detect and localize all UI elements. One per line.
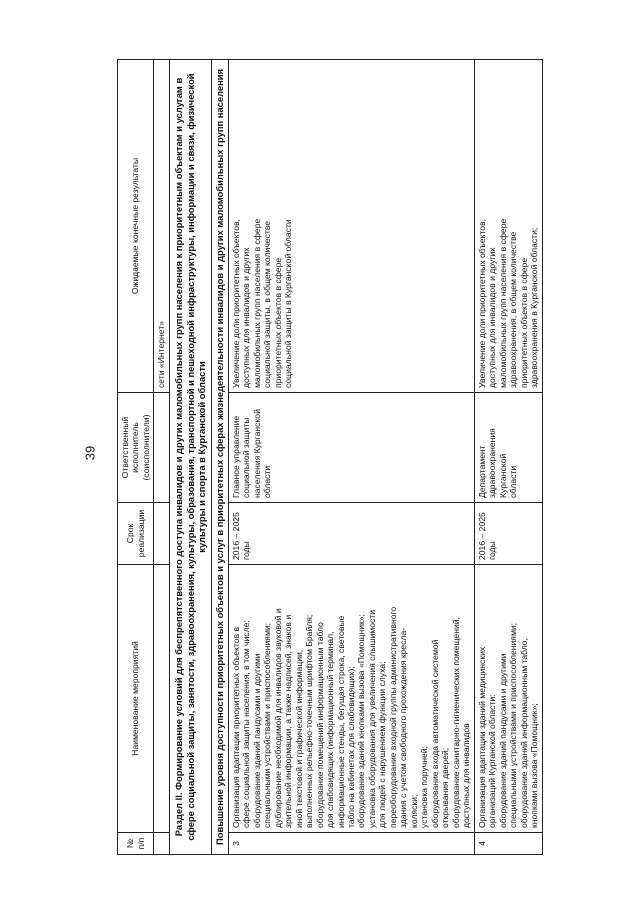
result_lines-line: социальной защиты в Курганской области bbox=[283, 219, 294, 388]
executor_lines-line: Главное управление bbox=[230, 415, 241, 498]
name_lines-line: сфере социальной защиты населения, в том числе: bbox=[241, 620, 252, 828]
name_lines-line: специальными устройствами и приспособлениями; bbox=[508, 622, 519, 828]
row-term: 2016 – 2025 годы bbox=[228, 503, 474, 565]
name_lines-line: оборудование помещений информационным табло bbox=[314, 622, 325, 828]
header-executor: Ответственный исполнитель (соисполнители) bbox=[118, 393, 154, 503]
name_lines-line: оборудование зданий пандусами и другими bbox=[497, 653, 508, 828]
name_lines-line: организаций Курганской области: bbox=[487, 694, 498, 828]
row-name bbox=[474, 565, 542, 833]
header-name: Наименование мероприятий bbox=[118, 565, 154, 833]
row-num: 4 bbox=[474, 833, 542, 855]
table-header-row bbox=[118, 60, 154, 855]
section-title: Раздел II. Формирование условий для беспрепятственного доступа инвалидов и других маломобильных групп населения к приоритетным объектам и услугам в сфере социальной защиты, занятости, здравоохранения, культуры, образования, транспортной и пешеходной инфраструктуры, информации и связи, физической культуры и спорта в Курганской области bbox=[169, 60, 211, 855]
result_lines-line: приоритетных объектов в сфере bbox=[518, 257, 529, 388]
header-num: № п/п bbox=[118, 833, 154, 855]
result_lines-line: здравоохранения в Курганской области; bbox=[529, 227, 540, 388]
name_lines-line: табло на кабинетах для слабовидящих); bbox=[345, 666, 356, 828]
measures-table bbox=[117, 59, 543, 855]
page-number: 39 bbox=[82, 445, 98, 461]
name_lines-line: информационные стенды, бегущая строка, световые bbox=[335, 615, 346, 828]
name_lines-line: выполненных рельефно-точечным шрифтом Брайля; bbox=[304, 614, 315, 828]
row-executor bbox=[228, 393, 474, 503]
result_lines-line: маломобильных групп населения в сфере bbox=[497, 218, 508, 388]
name_lines-line: установка оборудования для увеличения слышимости bbox=[366, 609, 377, 828]
subsection-title: Повышение уровня доступности приоритетных объектов и услуг в приоритетных сферах жизнедеятельности инвалидов и других маломобильных групп населения bbox=[212, 60, 228, 855]
name_lines-line: оборудование зданий кнопками вызова «Помощник»; bbox=[356, 614, 367, 828]
row-name bbox=[228, 565, 474, 833]
name_lines-line: иной текстовой и графической информации, bbox=[293, 649, 304, 828]
name_lines-line: оборудование входа автоматической системой bbox=[429, 639, 440, 828]
result_lines-line: приоритетных объектов в сфере bbox=[272, 257, 283, 388]
name_lines-line: Организация адаптации зданий медицинских bbox=[476, 646, 487, 828]
subsection-row bbox=[212, 60, 228, 855]
table-body bbox=[228, 60, 542, 855]
name_lines-line: здания с учетом свободного прохождения кресла- bbox=[398, 627, 409, 828]
table-row bbox=[474, 60, 542, 855]
name_lines-line: для слабовидящих (информационный терминал, bbox=[325, 631, 336, 828]
result_lines-line: социальной защиты, в общем количестве bbox=[262, 220, 273, 388]
name_lines-line: установка поручней; bbox=[419, 746, 430, 828]
table-row bbox=[228, 60, 474, 855]
name_lines-line: для людей с нарушением функции слуха; bbox=[377, 661, 388, 828]
executor_lines-line: здравоохранения Курганской bbox=[487, 428, 508, 498]
prev-row-result: сети «Интернет» bbox=[154, 60, 169, 393]
result_lines-line: Увеличение доли приоритетных объектов, bbox=[476, 219, 487, 388]
name_lines-line: Организация адаптации приоритетных объектов в bbox=[230, 626, 241, 828]
row-result bbox=[228, 60, 474, 393]
section-row bbox=[169, 60, 211, 855]
result_lines-line: Увеличение доли приоритетных объектов, bbox=[230, 219, 241, 388]
row-num: 3 bbox=[228, 833, 474, 855]
rotated-page bbox=[117, 60, 587, 855]
row-term: 2016 – 2025 годы bbox=[474, 503, 542, 565]
result_lines-line: маломобильных групп населения в сфере bbox=[251, 218, 262, 388]
name_lines-line: специальными устройствами и приспособлениями; bbox=[262, 622, 273, 828]
executor_lines-line: социальной защиты bbox=[241, 417, 252, 498]
name_lines-line: оборудование зданий пандусами и другими bbox=[251, 653, 262, 828]
row-executor bbox=[474, 393, 542, 503]
name_lines-line: открывания дверей; bbox=[440, 747, 451, 828]
name_lines-line: дублирование необходимой для инвалидов звуковой и bbox=[272, 608, 283, 828]
prev-row-tail bbox=[154, 60, 169, 855]
result_lines-line: здравоохранения, в общем количестве bbox=[508, 231, 519, 388]
name_lines-line: переоборудование входной группы административного bbox=[387, 606, 398, 828]
name_lines-line: коляски; bbox=[408, 794, 419, 828]
name_lines-line: оборудование зданий информационным табло, bbox=[518, 638, 529, 828]
row-result bbox=[474, 60, 542, 393]
name_lines-line: зрительной информации, а также надписей, знаков и bbox=[283, 614, 294, 828]
name_lines-line: кнопками вызова «Помощник»; bbox=[529, 703, 540, 828]
result_lines-line: доступных для инвалидов и других bbox=[241, 247, 252, 388]
executor_lines-line: области bbox=[508, 465, 519, 498]
header-result: Ожидаемые конечные результаты bbox=[118, 60, 154, 393]
executor_lines-line: населения Курганской bbox=[251, 409, 262, 498]
executor_lines-line: Департамент bbox=[476, 445, 487, 498]
header-term: Срок реализации bbox=[118, 503, 154, 565]
name_lines-line: доступных для инвалидов bbox=[461, 723, 472, 828]
name_lines-line: оборудование санитарно-гигиенических помещений, bbox=[450, 617, 461, 828]
result_lines-line: доступных для инвалидов и других bbox=[487, 247, 498, 388]
executor_lines-line: области bbox=[262, 465, 273, 498]
